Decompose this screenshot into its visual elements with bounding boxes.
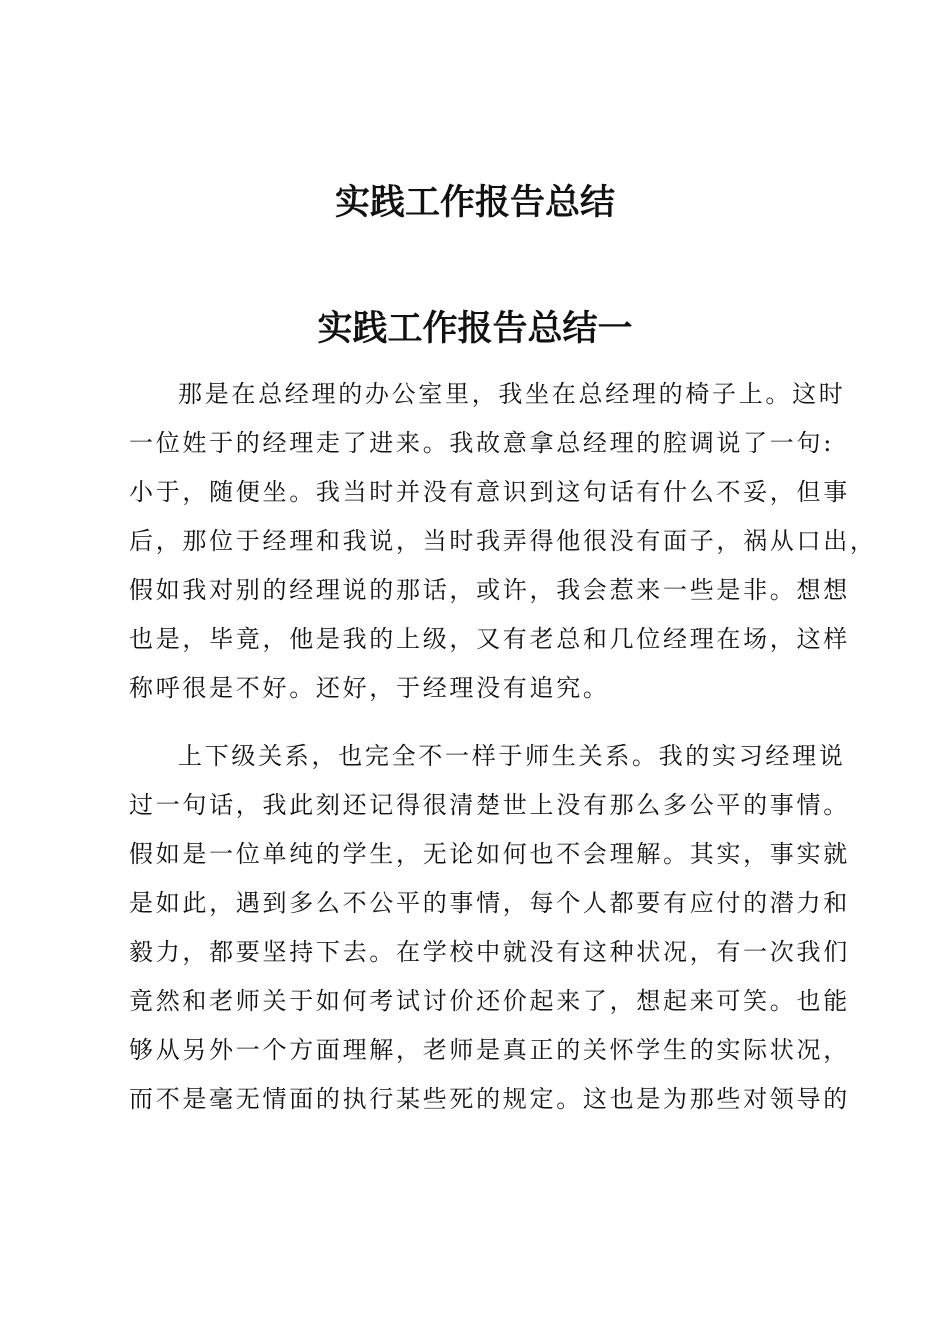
paragraph-line: 竟然和老师关于如何考试讨价还价起来了，想起来可笑。也能 [129, 987, 850, 1015]
section-title: 实践工作报告总结一 [317, 308, 633, 349]
paragraph-line: 那是在总经理的办公室里，我坐在总经理的椅子上。这时 [178, 380, 846, 408]
paragraph-line: 称呼很是不好。还好，于经理没有追究。 [129, 674, 610, 702]
document-title: 实践工作报告总结 [334, 182, 615, 223]
body-paragraph [129, 370, 877, 713]
paragraph-line: 是如此，遇到多么不公平的事情，每个人都要有应付的潜力和 [129, 889, 850, 917]
paragraph-line: 毅力，都要坚持下去。在学校中就没有这种状况，有一次我们 [129, 938, 850, 966]
paragraph-line: 够从另外一个方面理解，老师是真正的关怀学生的实际状况， [129, 1036, 850, 1064]
paragraph-line: 假如是一位单纯的学生，无论如何也不会理解。其实，事实就 [129, 840, 850, 868]
paragraph-line: 假如我对别的经理说的那话，或许，我会惹来一些是非。想想 [129, 576, 850, 604]
paragraph-line: 一位姓于的经理走了进来。我故意拿总经理的腔调说了一句: [129, 429, 834, 457]
paragraph-line: 过一句话，我此刻还记得很清楚世上没有那么多公平的事情。 [129, 791, 850, 819]
paragraph-line: 而不是毫无情面的执行某些死的规定。这也是为那些对领导的 [129, 1085, 850, 1113]
paragraph-line: 后，那位于经理和我说，当时我弄得他很没有面子，祸从口出， [129, 527, 877, 555]
paragraph-line: 上下级关系，也完全不一样于师生关系。我的实习经理说 [178, 742, 846, 770]
paragraph-line: 也是，毕竟，他是我的上级，又有老总和几位经理在场，这样 [129, 625, 850, 653]
paragraph-line: 小于，随便坐。我当时并没有意识到这句话有什么不妥，但事 [129, 478, 850, 506]
body-paragraph [129, 732, 850, 1124]
